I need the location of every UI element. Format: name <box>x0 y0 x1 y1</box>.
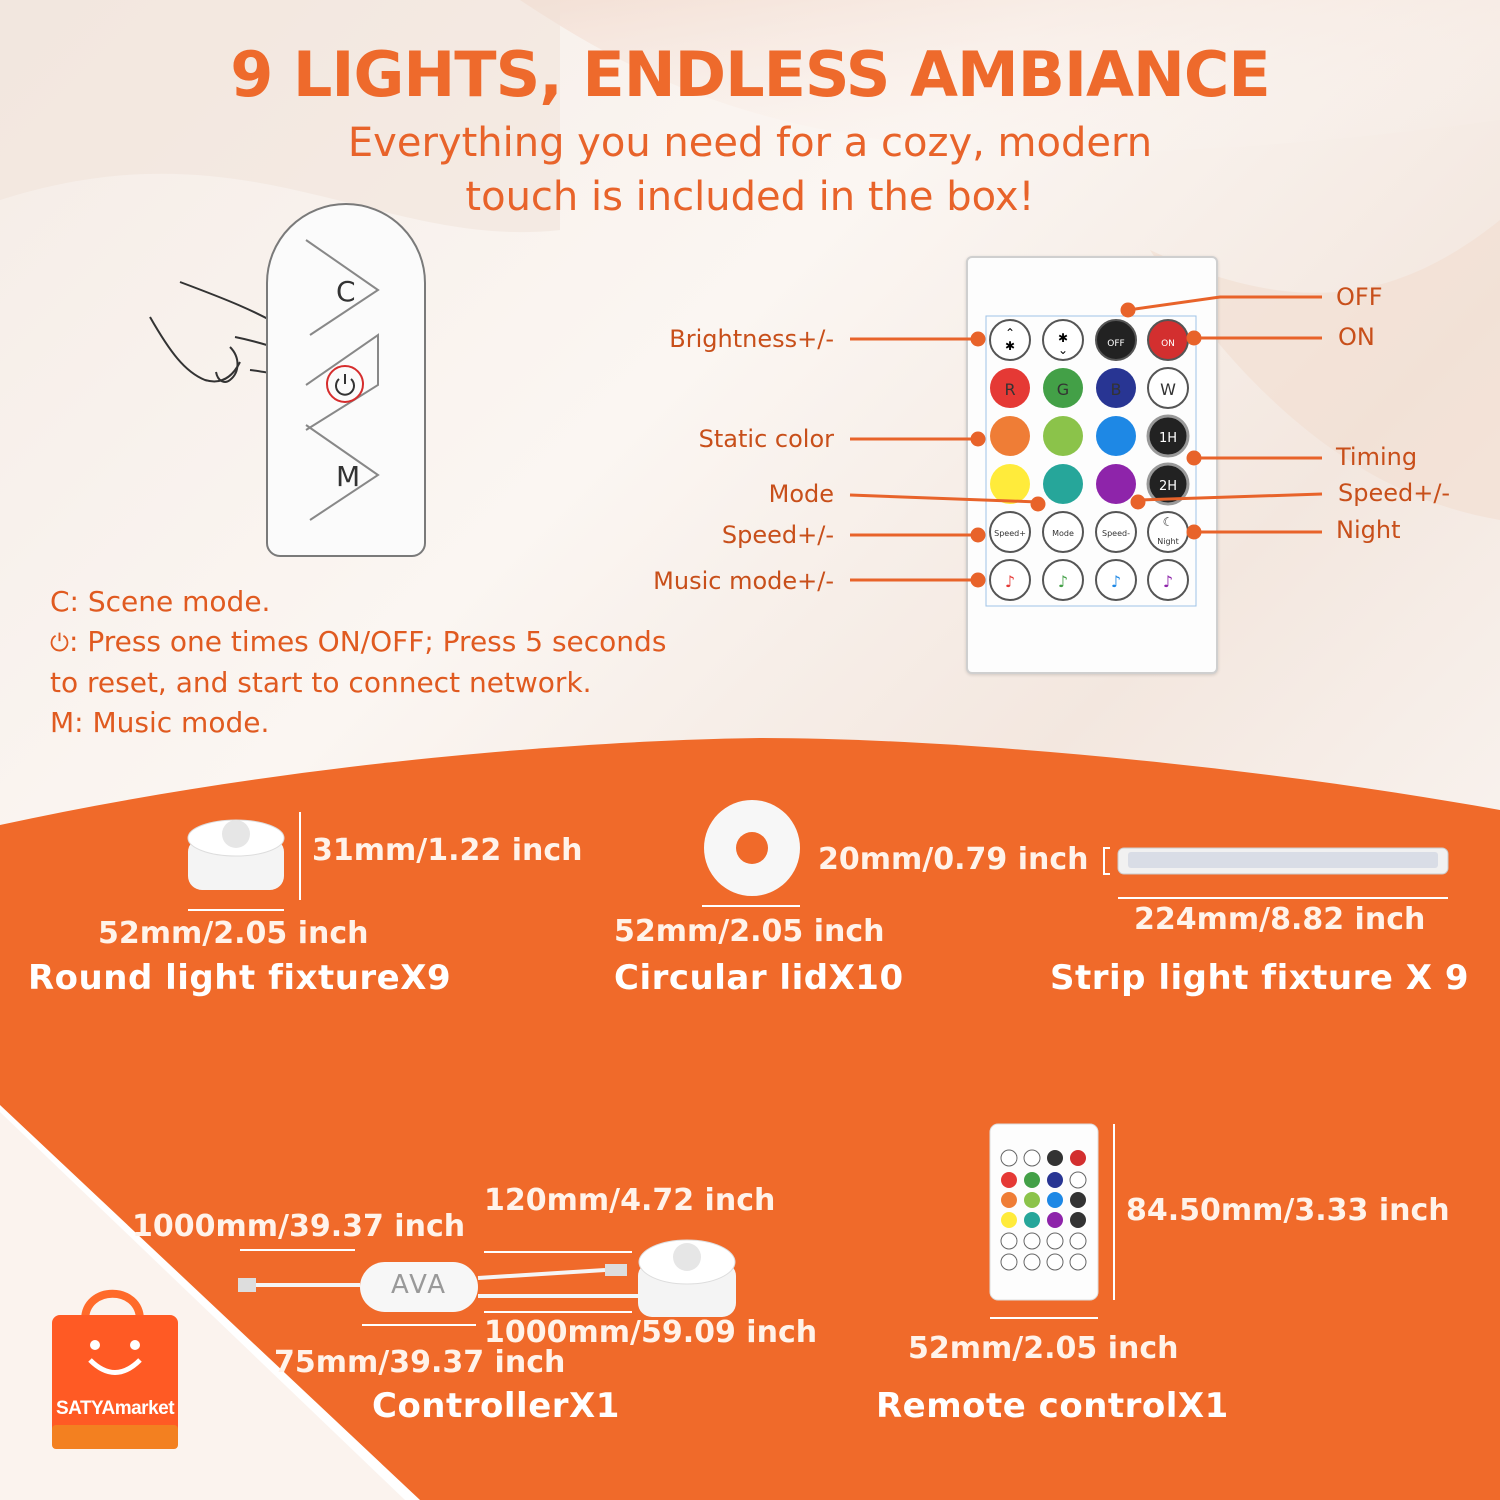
svg-text:Night: Night <box>1157 537 1179 546</box>
round-light-width: 52mm/2.05 inch <box>98 916 369 951</box>
svg-text:G: G <box>1056 380 1070 399</box>
legend-music: M: Music mode. <box>50 706 270 739</box>
svg-text:⌃: ⌃ <box>1004 326 1016 340</box>
headline: 9 LIGHTS, ENDLESS AMBIANCE <box>230 38 1270 111</box>
strip-light-length: 224mm/8.82 inch <box>1134 902 1426 937</box>
svg-text:Speed+: Speed+ <box>994 529 1026 538</box>
legend-power: ⏻: Press one times ON/OFF; Press 5 seconds <box>50 622 810 663</box>
svg-text:♪: ♪ <box>1110 572 1122 591</box>
svg-text:W: W <box>1160 380 1176 399</box>
controller-logo: AVA <box>390 1270 448 1300</box>
callout-night: Night <box>1336 516 1401 544</box>
svg-text:Speed-: Speed- <box>1102 529 1130 538</box>
legend-reset: to reset, and start to connect network. <box>50 666 592 699</box>
svg-text:2H: 2H <box>1158 479 1178 494</box>
svg-text:♪: ♪ <box>1057 572 1069 591</box>
svg-text:OFF: OFF <box>1107 339 1125 349</box>
round-light-name: Round light fixtureX9 <box>28 958 452 998</box>
controller-name: ControllerX1 <box>372 1386 620 1426</box>
svg-text:Mode: Mode <box>1052 529 1074 538</box>
controller-body: 75mm/39.37 inch <box>274 1345 566 1380</box>
power-icon: ⏻ <box>50 629 69 657</box>
music-button-label: M <box>336 460 361 493</box>
callout-speed-left: Speed+/- <box>721 521 834 549</box>
controller-cable-bottom: 1000mm/59.09 inch <box>484 1315 818 1350</box>
svg-text:✱: ✱ <box>1057 331 1069 345</box>
controller-cable-top: 120mm/4.72 inch <box>484 1183 776 1218</box>
callout-static-color: Static color <box>698 425 834 453</box>
callout-on: ON <box>1338 323 1375 351</box>
round-light-fixture-drawing <box>188 812 300 910</box>
callout-mode: Mode <box>768 480 834 508</box>
svg-text:B: B <box>1110 380 1122 399</box>
legend-scene: C: Scene mode. <box>50 585 271 618</box>
controller-cable-left: 1000mm/39.37 inch <box>132 1209 466 1244</box>
callout-music-mode: Music mode+/- <box>653 567 834 595</box>
callout-off: OFF <box>1336 283 1383 311</box>
circular-lid-name: Circular lidX10 <box>614 958 904 998</box>
callout-timing: Timing <box>1336 443 1418 471</box>
circular-lid-width: 52mm/2.05 inch <box>614 914 885 949</box>
strip-light-drawing <box>1104 848 1448 898</box>
svg-text:1H: 1H <box>1158 431 1178 446</box>
svg-text:R: R <box>1004 380 1016 399</box>
subhead-line-2: touch is included in the box! <box>465 174 1035 220</box>
svg-text:ON: ON <box>1161 339 1175 349</box>
round-light-height: 31mm/1.22 inch <box>312 833 583 868</box>
remote-control-small-drawing <box>990 1124 1114 1318</box>
remote-width: 52mm/2.05 inch <box>908 1331 1179 1366</box>
svg-text:♪: ♪ <box>1162 572 1174 591</box>
subhead-line-1: Everything you need for a cozy, modern <box>347 120 1153 166</box>
callout-brightness: Brightness+/- <box>669 325 834 353</box>
circular-lid-drawing <box>702 800 800 906</box>
remote-name: Remote controlX1 <box>876 1386 1229 1426</box>
brand-bag-logo <box>52 1294 178 1449</box>
svg-text:☾: ☾ <box>1162 515 1174 529</box>
circular-lid-thickness: 20mm/0.79 inch <box>818 842 1089 877</box>
svg-text:✱: ✱ <box>1004 339 1016 353</box>
remote-height: 84.50mm/3.33 inch <box>1126 1193 1450 1228</box>
scene-button-label: C <box>336 275 356 308</box>
strip-light-name: Strip light fixture X 9 <box>1050 958 1469 998</box>
svg-text:♪: ♪ <box>1004 572 1016 591</box>
callout-speed-right: Speed+/- <box>1338 479 1451 507</box>
controller-drawing <box>238 1240 736 1325</box>
brand-name: SATYAmarket <box>55 1398 175 1419</box>
svg-text:⌄: ⌄ <box>1057 343 1069 357</box>
